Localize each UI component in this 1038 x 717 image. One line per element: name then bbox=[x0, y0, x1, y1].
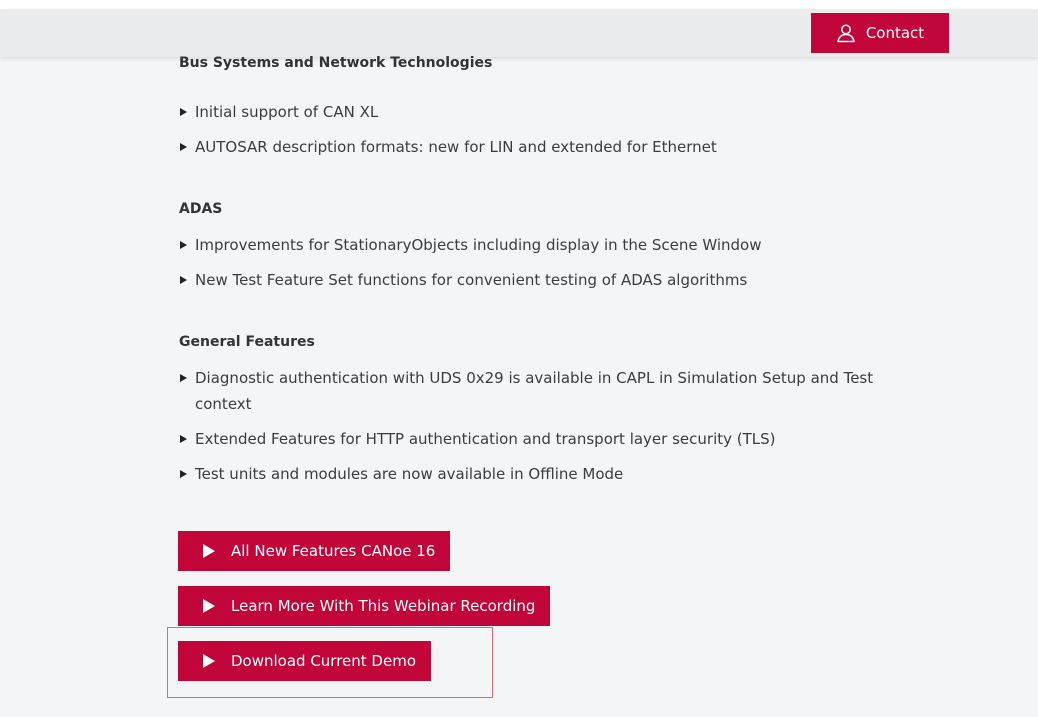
list-item: Improvements for StationaryObjects including display in the Scene Window bbox=[179, 232, 919, 258]
download-demo-button[interactable] bbox=[178, 641, 431, 681]
list-item: Extended Features for HTTP authentication and transport layer security (TLS) bbox=[179, 426, 919, 452]
triangle-bullet-icon bbox=[180, 143, 187, 151]
triangle-bullet-icon bbox=[180, 435, 187, 443]
section-heading-bus-systems: Bus Systems and Network Technologies bbox=[179, 55, 493, 71]
play-icon bbox=[203, 544, 215, 558]
release-notes bbox=[179, 54, 919, 487]
list-item: Diagnostic authentication with UDS 0x29 is available in CAPL in Simulation Setup and Test context bbox=[179, 365, 919, 417]
webinar-recording-label: Learn More With This Webinar Recording bbox=[231, 597, 536, 615]
adas-list bbox=[179, 232, 919, 293]
triangle-bullet-icon bbox=[180, 108, 187, 116]
bus-systems-list bbox=[179, 99, 919, 160]
section-heading-general-features: General Features bbox=[179, 334, 315, 350]
list-item: Initial support of CAN XL bbox=[179, 99, 919, 125]
contact-button-label: Contact bbox=[865, 24, 925, 42]
section-heading-adas: ADAS bbox=[179, 201, 223, 217]
contact-button[interactable] bbox=[811, 13, 949, 53]
play-icon bbox=[203, 654, 215, 668]
triangle-bullet-icon bbox=[180, 241, 187, 249]
webinar-recording-button[interactable] bbox=[178, 586, 550, 626]
user-icon bbox=[836, 23, 856, 43]
list-item: Test units and modules are now available in Offline Mode bbox=[179, 461, 919, 487]
top-strip bbox=[0, 0, 1038, 9]
list-item: New Test Feature Set functions for convenient testing of ADAS algorithms bbox=[179, 267, 919, 293]
general-features-list bbox=[179, 365, 919, 487]
list-item: AUTOSAR description formats: new for LIN and extended for Ethernet bbox=[179, 134, 919, 160]
all-new-features-label: All New Features CANoe 16 bbox=[231, 542, 436, 560]
download-demo-label: Download Current Demo bbox=[231, 652, 417, 670]
triangle-bullet-icon bbox=[180, 470, 187, 478]
triangle-bullet-icon bbox=[180, 276, 187, 284]
play-icon bbox=[203, 599, 215, 613]
triangle-bullet-icon bbox=[180, 374, 187, 382]
all-new-features-button[interactable] bbox=[178, 531, 450, 571]
